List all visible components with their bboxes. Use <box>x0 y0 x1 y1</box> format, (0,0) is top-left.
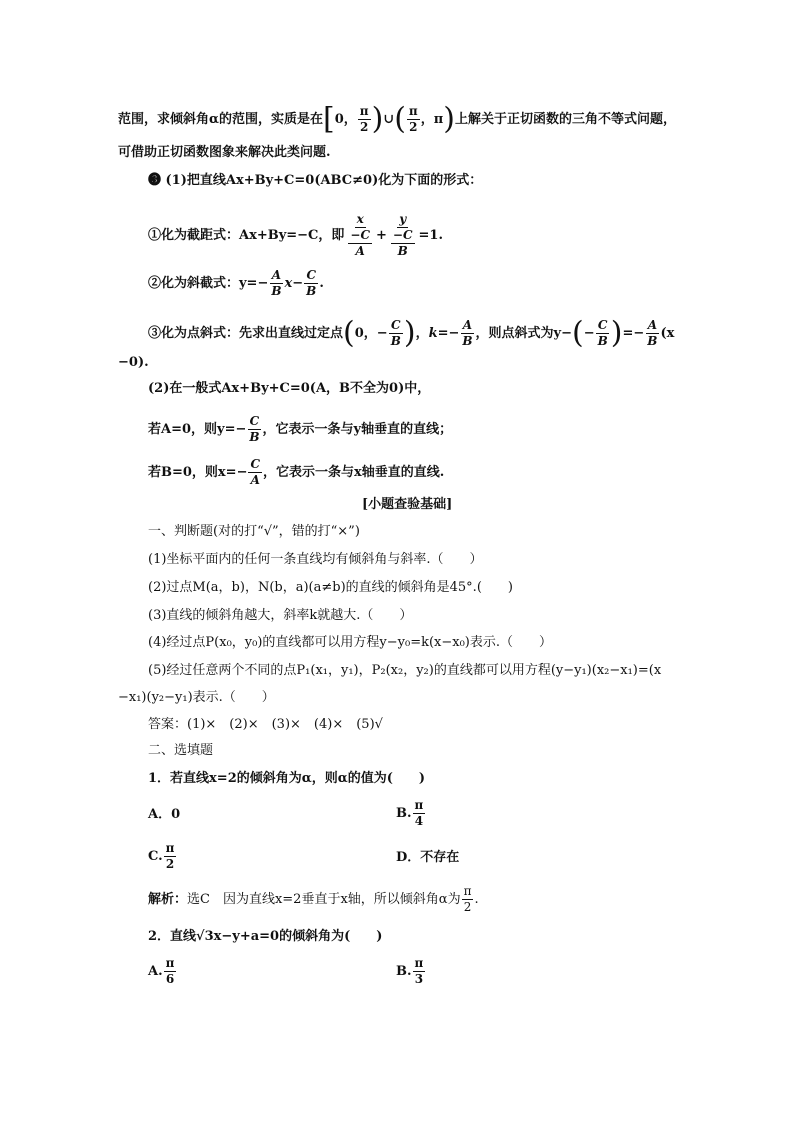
question-2: 2．直线√3x−y+a=0的倾斜角为( ) <box>148 929 383 944</box>
paren-close: ) <box>371 101 384 137</box>
minus-sign: − <box>292 276 304 291</box>
frac-num: A <box>647 318 658 332</box>
case-b-prefix: 若B=0，则x=− <box>148 465 248 480</box>
fraction-pi-over-3 <box>413 956 426 987</box>
judge-item-5: (5)经过任意两个不同的点P₁(x₁，y₁)，P₂(x₂，y₂)的直线都可以用方程(y−y₁)(x₂−x₁)=(x <box>148 663 662 678</box>
fraction-x-over <box>345 212 375 259</box>
frac-num: π <box>165 841 175 855</box>
frac-den: 2 <box>409 120 418 134</box>
fraction-a-over-b <box>645 318 659 349</box>
intro-line-2: 可借助正切函数图象来解决此类问题. <box>118 145 331 160</box>
frac-den: B <box>390 334 401 348</box>
frac-den: B <box>306 284 317 298</box>
case-a-suffix: ，它表示一条与y轴垂直的直线； <box>262 422 453 437</box>
judge-item-5-cont: −x₁)(y₂−y₁)表示.（ ） <box>118 690 275 705</box>
fraction-pi-over-2 <box>358 104 371 135</box>
frac-den: 3 <box>414 972 424 986</box>
frac-den: 2 <box>165 857 175 871</box>
general-form-heading: (2)在一般式Ax+By+C=0(A，B不全为0)中， <box>148 381 431 396</box>
fraction-c-over-b <box>596 318 610 349</box>
paren-open: ( <box>571 315 584 351</box>
judge-item-4: (4)经过点P(x₀，y₀)的直线都可以用方程y−y₀=k(x−x₀)表示.（ ） <box>148 635 553 650</box>
question-1: 1．若直线x=2的倾斜角为α，则α的值为( ) <box>148 771 426 786</box>
intro-text-1b: 上解关于正切函数的三角不等式问题， <box>454 112 676 127</box>
judge-heading: 一、判断题(对的打“√”，错的打“×”) <box>148 524 360 539</box>
frac-den: 4 <box>414 814 424 828</box>
intercept-suffix: =1. <box>418 228 443 243</box>
frac-den: B <box>271 284 282 298</box>
bracket-open: [ <box>323 101 335 137</box>
option-label: B. <box>396 806 412 821</box>
frac-num: C <box>250 457 261 471</box>
slope-prefix: ②化为斜截式：y=− <box>148 276 269 291</box>
paren-close: ) <box>403 315 416 351</box>
fraction-c-over-b <box>247 414 261 445</box>
frac-num: x <box>356 212 364 226</box>
point-mid: ，则点斜式为y− <box>475 326 572 341</box>
minus-sign: − <box>583 326 595 341</box>
comma: ， <box>415 326 429 341</box>
frac-den: B <box>249 430 260 444</box>
section-title: [小题查验基础] <box>362 497 453 512</box>
choice-heading: 二、选填题 <box>148 743 214 758</box>
frac-num: −C <box>392 228 413 242</box>
frac-den: 2 <box>360 120 369 134</box>
fraction-pi-over-6 <box>164 956 177 987</box>
fraction-c-over-a <box>348 228 372 259</box>
frac-num: π <box>408 104 418 118</box>
fraction-pi-over-4 <box>413 798 426 829</box>
paren-close: ) <box>443 101 455 137</box>
equals-neg: =− <box>622 326 645 341</box>
frac-num: π <box>463 884 472 898</box>
intro-text-1a: 范围，求倾斜角α的范围，实质是在 <box>118 112 324 127</box>
option-label: C. <box>148 849 163 864</box>
q1-option-a: A．0 <box>148 807 181 822</box>
frac-den: 6 <box>165 972 175 986</box>
q1-option-b <box>396 798 426 829</box>
q2-option-b <box>396 956 426 987</box>
frac-num: y <box>399 212 407 226</box>
q2-option-a <box>148 956 177 987</box>
fraction-c-over-a <box>248 457 262 488</box>
frac-den: A <box>250 473 260 487</box>
frac-num: π <box>414 956 424 970</box>
frac-num: C <box>306 268 317 282</box>
frac-den: B <box>397 244 408 258</box>
q1-option-d: D．不存在 <box>396 850 460 865</box>
paren-open: ( <box>394 101 406 137</box>
fraction-y-over <box>388 212 418 259</box>
q1-option-c <box>148 841 177 872</box>
frac-den <box>345 228 375 259</box>
frac-num: π <box>359 104 369 118</box>
frac-num: C <box>597 318 608 332</box>
frac-den: B <box>647 334 658 348</box>
option-label: B. <box>396 964 412 979</box>
intercept-prefix: ①化为截距式：Ax+By=−C，即 <box>148 228 345 243</box>
frac-den: B <box>597 334 608 348</box>
case-a-prefix: 若A=0，则y=− <box>148 422 247 437</box>
frac-num: π <box>414 798 424 812</box>
paren-close: ) <box>610 315 623 351</box>
notes-heading: ❸ (1)把直线Ax+By+C=0(ABC≠0)化为下面的形式： <box>148 173 483 188</box>
period: . <box>319 276 324 291</box>
union-symbol: ∪ <box>383 112 395 127</box>
point-zero: 0，− <box>354 326 388 341</box>
point-slope-form <box>148 315 675 351</box>
paren-open: ( <box>343 315 355 351</box>
frac-den: B <box>462 334 473 348</box>
frac-num: C <box>390 318 401 332</box>
frac-num: A <box>271 268 282 282</box>
point-tail: (x <box>660 326 675 341</box>
case-b-suffix: ，它表示一条与x轴垂直的直线. <box>263 465 445 480</box>
judge-item-2: (2)过点M(a，b)，N(b，a)(a≠b)的直线的倾斜角是45°.( ) <box>148 580 513 595</box>
fraction-pi-over-2 <box>462 884 474 915</box>
fraction-c-over-b <box>304 268 318 299</box>
frac-num: A <box>462 318 473 332</box>
frac-num: C <box>249 414 260 428</box>
solution-label: 解析： <box>148 892 188 907</box>
point-slope-continued: −0). <box>118 355 149 370</box>
judge-item-1: (1)坐标平面内的任何一条直线均有倾斜角与斜率.（ ） <box>148 552 483 567</box>
frac-num: −C <box>350 228 371 242</box>
frac-den <box>388 228 418 259</box>
fraction-c-over-b <box>391 228 415 259</box>
intercept-form <box>148 212 443 259</box>
fraction-c-over-b <box>389 318 403 349</box>
judge-answer: 答案：(1)× (2)× (3)× (4)× (5)√ <box>148 717 383 732</box>
q1-solution <box>148 884 479 915</box>
fraction-a-over-b <box>460 318 474 349</box>
k-equals: k=− <box>428 326 460 341</box>
fraction-a-over-b <box>269 268 283 299</box>
intro-line-1 <box>118 101 676 137</box>
period: . <box>474 892 479 907</box>
interval-zero: 0， <box>334 112 357 127</box>
frac-den: 2 <box>463 900 472 914</box>
case-b-zero <box>148 457 444 488</box>
plus-sign: + <box>376 228 387 243</box>
frac-num: π <box>165 956 175 970</box>
point-prefix: ③化为点斜式：先求出直线过定点 <box>148 326 344 341</box>
case-a-zero <box>148 414 452 445</box>
slope-intercept-form <box>148 268 324 299</box>
fraction-pi-over-2b <box>407 104 420 135</box>
judge-item-3: (3)直线的倾斜角越大，斜率k就越大.（ ） <box>148 608 413 623</box>
solution-text: 选C 因为直线x=2垂直于x轴，所以倾斜角α为 <box>187 892 461 907</box>
fraction-pi-over-2 <box>164 841 177 872</box>
interval-pi: ，π <box>420 112 444 127</box>
var-x: x <box>284 276 293 291</box>
frac-den: A <box>355 244 365 258</box>
option-label: A. <box>148 964 163 979</box>
